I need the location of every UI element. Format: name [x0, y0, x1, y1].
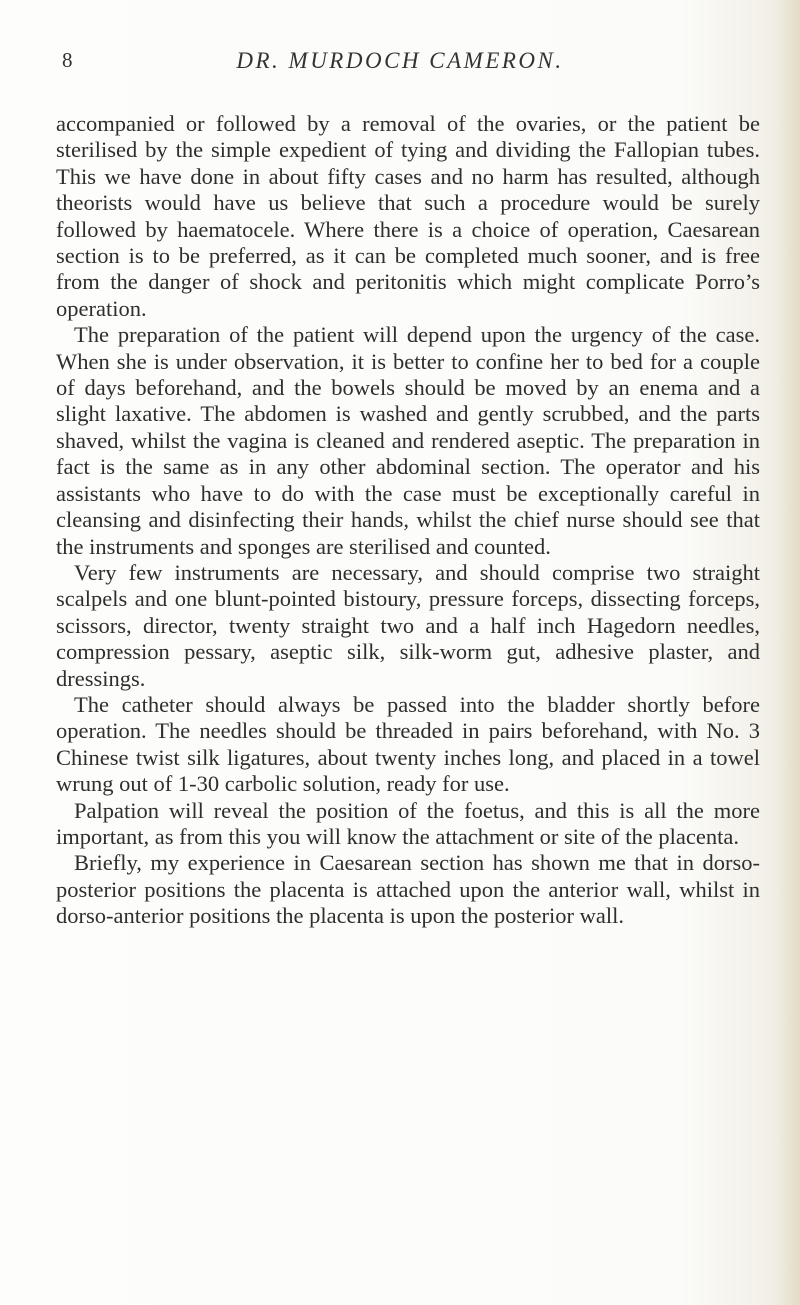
paragraph-1: accompanied or followed by a removal of the ovaries, or the patient be sterilised by the simple expedient of tying and dividing the Fallopian tubes. This we have done in about fifty cases and no harm has resulted, although theorists would have us believe that such a procedure would be surely followed by haematocele. Where there is a choice of operation, Caesarean section is to be preferred, as it can be completed much sooner, and is free from the danger of shock and peritonitis which might complicate Porro’s operation. — [56, 111, 760, 321]
page-edge-shadow — [778, 0, 800, 1305]
paragraph-4: The catheter should always be passed into the bladder shortly before operation. The needles should be threaded in pairs beforehand, with No. 3 Chinese twist silk ligatures, about twenty inches long, and placed in a towel wrung out of 1-30 carbolic solution, ready for use. — [56, 691, 760, 797]
running-title: DR. MURDOCH CAMERON. — [236, 48, 564, 73]
paragraph-6: Briefly, my experience in Caesarean section has shown me that in dorso-posterior positions the placenta is attached upon the anterior wall, whilst in dorso-anterior positions the placenta is upon the posterior wall. — [56, 850, 760, 929]
page-number: 8 — [62, 48, 73, 72]
paragraph-5: Palpation will reveal the position of the foetus, and this is all the more important, as from this you will know the attachment or site of the placenta. — [56, 797, 760, 849]
running-head — [30, 48, 770, 88]
paragraph-3: Very few instruments are necessary, and should comprise two straight scalpels and one blunt-pointed bistoury, pressure forceps, dissecting forceps, scissors, director, twenty straight two and a half inch Hagedorn needles, compression pessary, aseptic silk, silk-worm gut, adhesive plaster, and dressings. — [56, 559, 760, 691]
body-text — [56, 111, 760, 930]
paragraph-2: The preparation of the patient will depend upon the urgency of the case. When she is under observation, it is better to confine her to bed for a couple of days beforehand, and the bowels should be moved by an enema and a slight laxative. The abdomen is washed and gently scrubbed, and the parts shaved, whilst the vagina is cleaned and rendered aseptic. The preparation in fact is the same as in any other abdominal section. The operator and his assistants who have to do with the case must be exceptionally careful in cleansing and disinfecting their hands, whilst the chief nurse should see that the instruments and sponges are sterilised and counted. — [56, 322, 760, 559]
